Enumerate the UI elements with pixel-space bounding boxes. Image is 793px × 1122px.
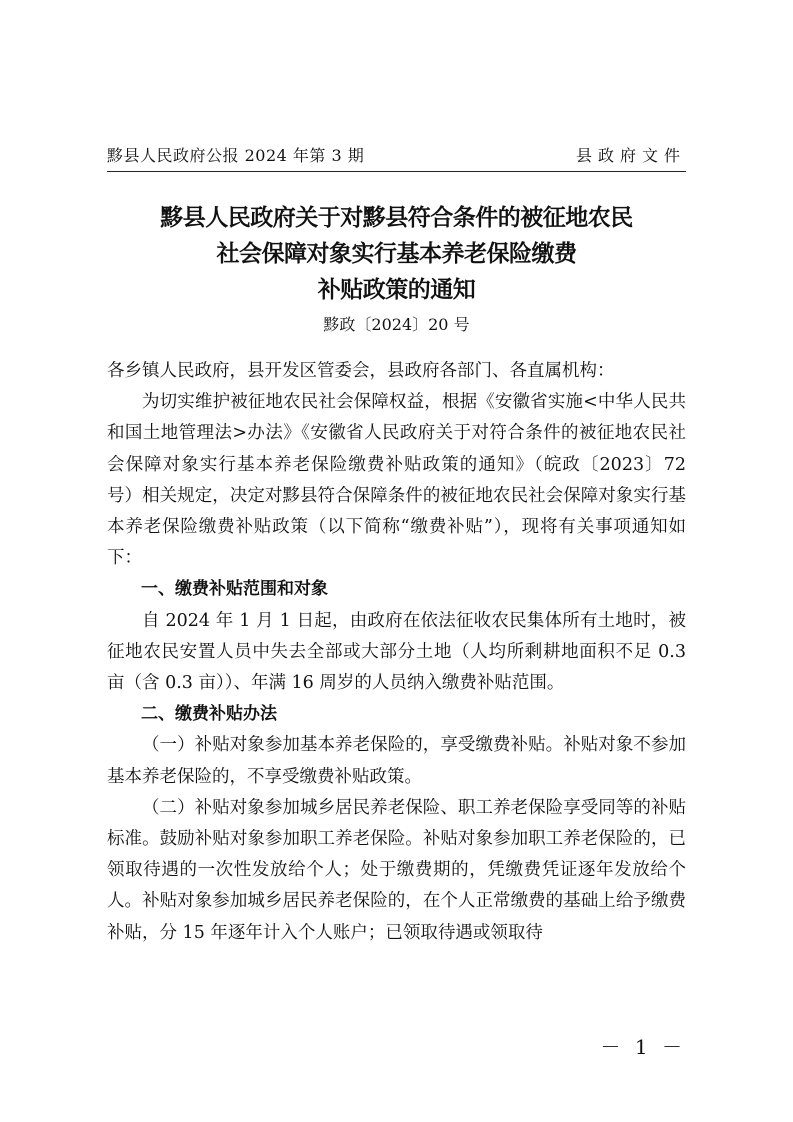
- title-line-1: 黟县人民政府关于对黟县符合条件的被征地农民: [160, 205, 633, 231]
- section-label: 县政府文件: [575, 146, 686, 165]
- document-title-block: [107, 200, 686, 340]
- section-heading-2: 二、缴费补贴办法: [141, 704, 277, 725]
- document-body: [107, 356, 686, 949]
- title-line-2: 社会保障对象实行基本养老保险缴费: [216, 241, 577, 267]
- header-rule: [107, 171, 686, 172]
- paragraph-scope: 自 2024 年 1 月 1 日起，由政府在依法征收农民集体所有土地时，被征地农民安置人员中失去全部或大部分土地（人均所剩耕地面积不足 0.3 亩（含 0.3 亩））、年满 16 周岁的人员纳入缴费补贴范围。: [107, 610, 686, 694]
- salutation: 各乡镇人民政府，县开发区管委会，县政府各部门、各直属机构：: [107, 361, 615, 381]
- section-heading-1: 一、缴费补贴范围和对象: [141, 579, 328, 600]
- running-header: [107, 140, 686, 166]
- document-number: 黟政〔2024〕20 号: [323, 315, 470, 334]
- page-number: － 1 －: [600, 1035, 686, 1059]
- paragraph-intro: 为切实维护被征地农民社会保障权益，根据《安徽省实施<中华人民共和国土地管理法>办法》《安徽省人民政府关于对符合条件的被征地农民社会保障对象实行基本养老保险缴费补贴政策的通知》（皖政〔2023〕72 号）相关规定，决定对黟县符合保障条件的被征地农民社会保障对象实行基本养老保险缴费补贴政策（以下简称“缴费补贴”），现将有关事项通知如下：: [107, 392, 686, 569]
- title-line-3: 补贴政策的通知: [317, 277, 476, 303]
- gazette-issue: 黟县人民政府公报 2024 年第 3 期: [107, 146, 365, 165]
- paragraph-method-1: （一）补贴对象参加基本养老保险的，享受缴费补贴。补贴对象不参加基本养老保险的，不享受缴费补贴政策。: [107, 735, 686, 787]
- paragraph-method-2: （二）补贴对象参加城乡居民养老保险、职工养老保险享受同等的补贴标准。鼓励补贴对象参加职工养老保险。补贴对象参加职工养老保险的，已领取待遇的一次性发放给个人；处于缴费期的，凭缴费凭证逐年发放给个人。补贴对象参加城乡居民养老保险的，在个人正常缴费的基础上给予缴费补贴，分 15 年逐年计入个人账户；已领取待遇或领取待: [107, 797, 686, 943]
